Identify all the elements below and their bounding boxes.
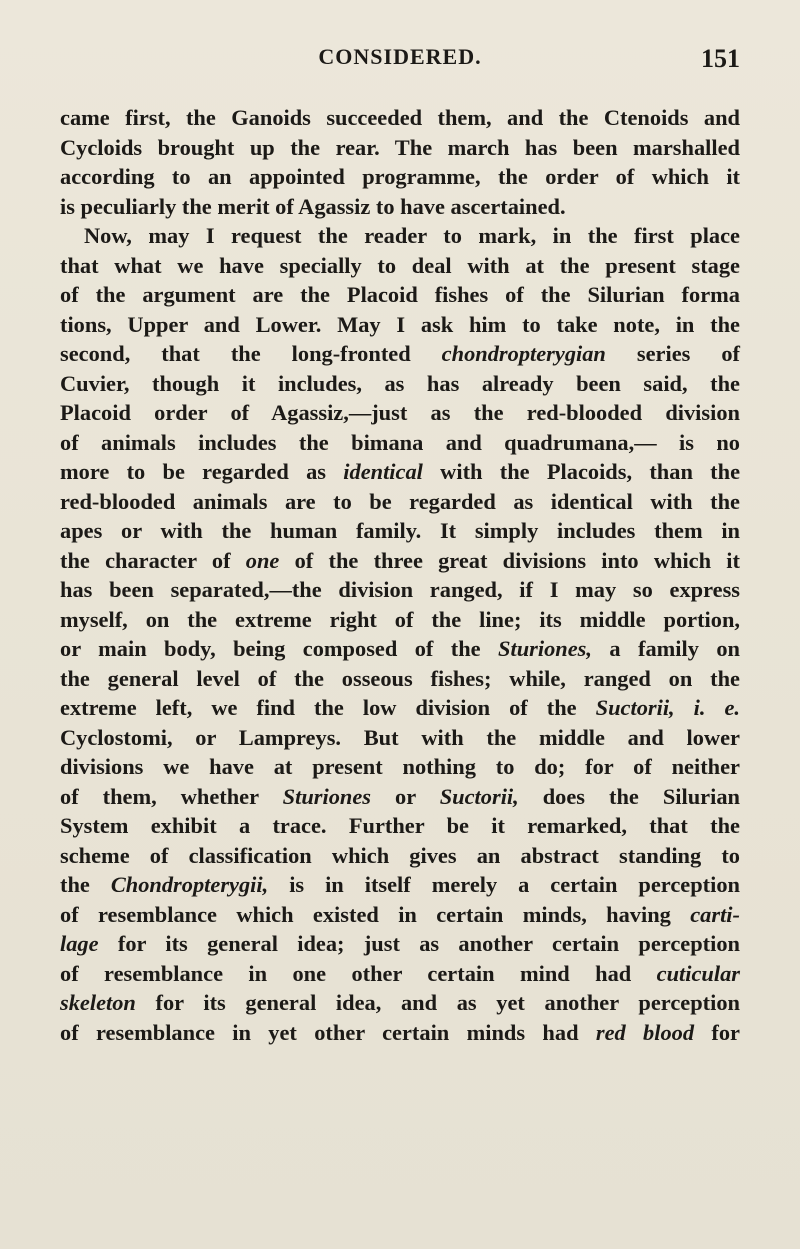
text-line: tions, Upper and Lower. May I ask him to take note, in the (60, 311, 740, 337)
text-line: of resemblance which existed in certain minds, having carti- (60, 901, 740, 927)
text-line: has been separated,—the division ranged, if I may so express (60, 577, 740, 602)
body-text (60, 103, 740, 1047)
text-line: of the argument are the Placoid fishes of the Silurian forma (60, 282, 740, 307)
text-line: Cuvier, though it includes, as has already been said, the (60, 370, 740, 396)
text-line: is peculiarly the merit of Agassiz to have ascertained. (60, 193, 566, 219)
text-line: skeleton for its general idea, and as yet another perception (60, 990, 740, 1015)
italic-term: Sturiones, (498, 636, 592, 661)
text-line: scheme of classification which gives an abstract standing to (60, 842, 740, 868)
running-title: CONSIDERED. (318, 44, 482, 69)
italic-term: skeleton (60, 990, 136, 1015)
text-line: came first, the Ganoids succeeded them, and the Ctenoids and (60, 105, 740, 130)
text-line: more to be regarded as identical with the Placoids, than the (60, 459, 741, 484)
text-line: System exhibit a trace. Further be it remarked, that the (60, 813, 740, 838)
text-line: second, that the long-fronted chondropterygian series of (60, 341, 740, 366)
italic-term: one (245, 547, 280, 573)
text-line: the character of one of the three great divisions into which it (60, 547, 740, 573)
text-line: lage for its general idea; just as another certain perception (60, 931, 740, 956)
text-line: myself, on the extreme right of the line; its middle portion, (60, 606, 740, 632)
italic-term: Chondropterygii, (110, 872, 269, 897)
italic-term: Suctorii, (439, 783, 519, 809)
italic-term: Suctorii, i. e. (595, 695, 740, 720)
text-line: of resemblance in one other certain mind had cuticular (60, 960, 740, 986)
italic-term: carti- (690, 901, 740, 927)
italic-term: identical (343, 459, 423, 484)
text-line: of them, whether Sturiones or Suctorii, does the Silurian (60, 783, 740, 809)
text-line: Placoid order of Agassiz,—just as the red-blooded division (60, 400, 740, 425)
italic-term: chondropterygian (441, 341, 606, 366)
text-line: divisions we have at present nothing to do; for of neither (60, 754, 740, 779)
italic-term: lage (60, 931, 99, 956)
running-head (60, 44, 740, 84)
italic-term: Sturiones (282, 783, 372, 809)
text-line: according to an appointed programme, the order of which it (60, 164, 740, 189)
text-line: the general level of the osseous fishes; while, ranged on the (60, 665, 740, 691)
italic-term: red blood (595, 1019, 695, 1045)
text-line: or main body, being composed of the Sturiones, a family on (60, 636, 740, 661)
text-line: red-blooded animals are to be regarded as identical with the (60, 488, 740, 514)
text-line: apes or with the human family. It simply includes them in (60, 518, 740, 543)
text-line: Now, may I request the reader to mark, in the first place (84, 223, 740, 248)
text-line: the Chondropterygii, is in itself merely a certain perception (60, 872, 740, 897)
text-line: that what we have specially to deal with at the present stage (60, 252, 740, 278)
text-line: of animals includes the bimana and quadrumana,— is no (60, 429, 740, 455)
page-number: 151 (701, 44, 740, 73)
text-line: extreme left, we find the low division of the Suctorii, i. e. (60, 695, 740, 720)
italic-term: cuticular (656, 960, 740, 986)
text-line: Cyclostomi, or Lampreys. But with the middle and lower (60, 724, 740, 750)
text-line: of resemblance in yet other certain minds had red blood for (60, 1019, 740, 1045)
text-line: Cycloids brought up the rear. The march has been marshalled (60, 134, 740, 160)
